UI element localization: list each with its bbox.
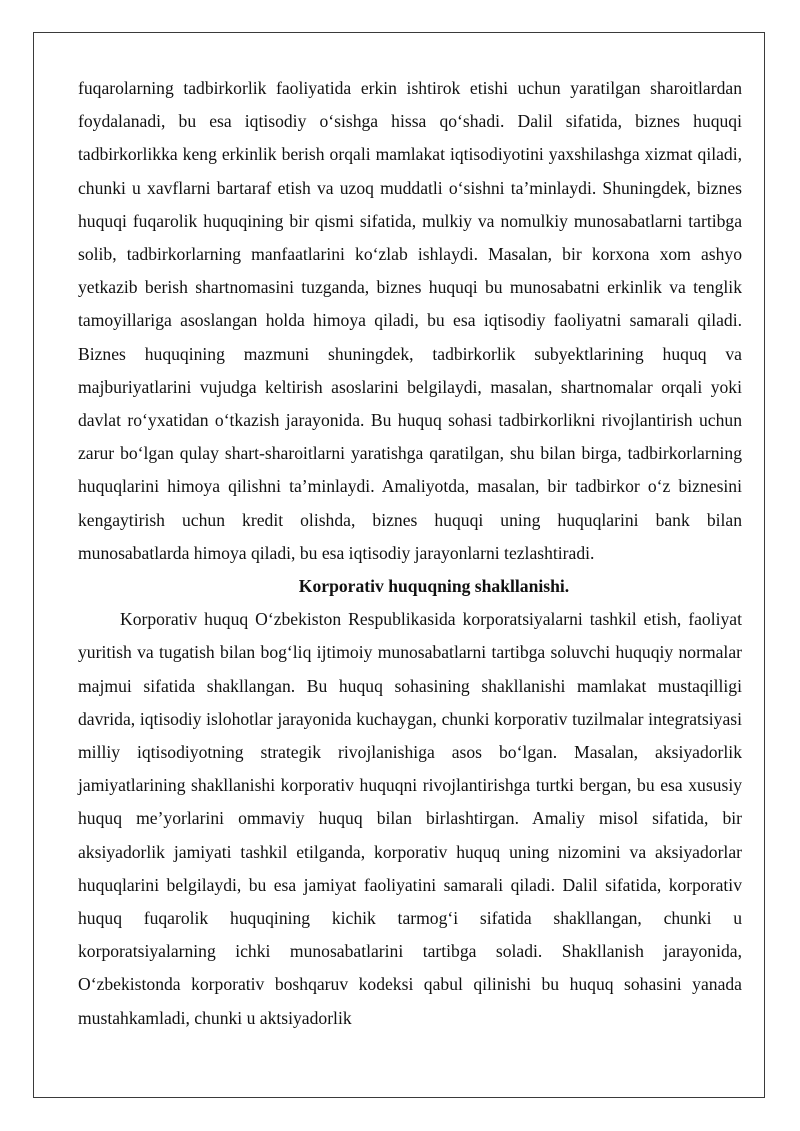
document-body xyxy=(78,72,742,1035)
paragraph-corporate-law: Korporativ huquq O‘zbekiston Respublikasida korporatsiyalarni tashkil etish, faoliyat yuritish va tugatish bilan bog‘liq ijtimoiy munosabatlarni tartibga soluvchi huquqiy normalar majmui sifatida shakllangan. Bu huquq sohasining shakllanishi mamlakat mustaqilligi davrida, iqtisodiy islohotlar jarayonida kuchaygan, chunki korporativ tuzilmalar integratsiyasi milliy iqtisodiyotning strategik rivojlanishiga asos bo‘lgan. Masalan, aksiyadorlik jamiyatlarining shakllanishi korporativ huquqni rivojlantirishga turtki bergan, bu esa xususiy huquq me’yorlarini ommaviy huquq bilan birlashtirgan. Amaliy misol sifatida, bir aksiyadorlik jamiyati tashkil etilganda, korporativ huquq uning nizomini va aksiyadorlar huquqlarini belgilaydi, bu esa jamiyat faoliyatini samarali qiladi. Dalil sifatida, korporativ huquq fuqarolik huquqining kichik tarmog‘i sifatida shakllangan, chunki u korporatsiyalarning ichki munosabatlarini tartibga soladi. Shakllanish jarayonida, O‘zbekistonda korporativ boshqaruv kodeksi qabul qilinishi bu huquq sohasini yanada mustahkamladi, chunki u aktsiyadorlik xyxy=(78,609,742,1028)
section-heading: Korporativ huquqning shakllanishi. xyxy=(298,576,570,597)
paragraph-business-law: fuqarolarning tadbirkorlik faoliyatida erkin ishtirok etishi uchun yaratilgan sharoitlardan foydalanadi, bu esa iqtisodiy o‘sishga hissa qo‘shadi. Dalil sifatida, biznes huquqi tadbirkorlikka keng erkinlik berish orqali mamlakat iqtisodiyotini yaxshilashga xizmat qiladi, chunki u xavflarni bartaraf etish va uzoq muddatli o‘sishni ta’minlaydi. Shuningdek, biznes huquqi fuqarolik huquqining bir qismi sifatida, mulkiy va nomulkiy munosabatlarni tartibga solib, tadbirkorlarning manfaatlarini ko‘zlab ishlaydi. Masalan, bir korxona xom ashyo yetkazib berish shartnomasini tuzganda, biznes huquqi bu munosabatni erkinlik va tenglik tamoyillariga asoslangan holda himoya qiladi, bu esa iqtisodiy faoliyatni samarali qiladi. Biznes huquqining mazmuni shuningdek, tadbirkorlik subyektlarining huquq va majburiyatlarini vujudga keltirish asoslarini belgilaydi, masalan, shartnomalar orqali yoki davlat ro‘yxatidan o‘tkazish jarayonida. Bu huquq sohasi tadbirkorlikni rivojlantirish uchun zarur bo‘lgan qulay shart-sharoitlarni yaratishga qaratilgan, shu bilan birga, tadbirkorlarning huquqlarini himoya qilishni ta’minlaydi. Amaliyotda, masalan, bir tadbirkor o‘z biznesini kengaytirish uchun kredit olishda, biznes huquqi uning huquqlarini bank bilan munosabatlarda himoya qiladi, bu esa iqtisodiy jarayonlarni tezlashtiradi. xyxy=(78,78,742,563)
